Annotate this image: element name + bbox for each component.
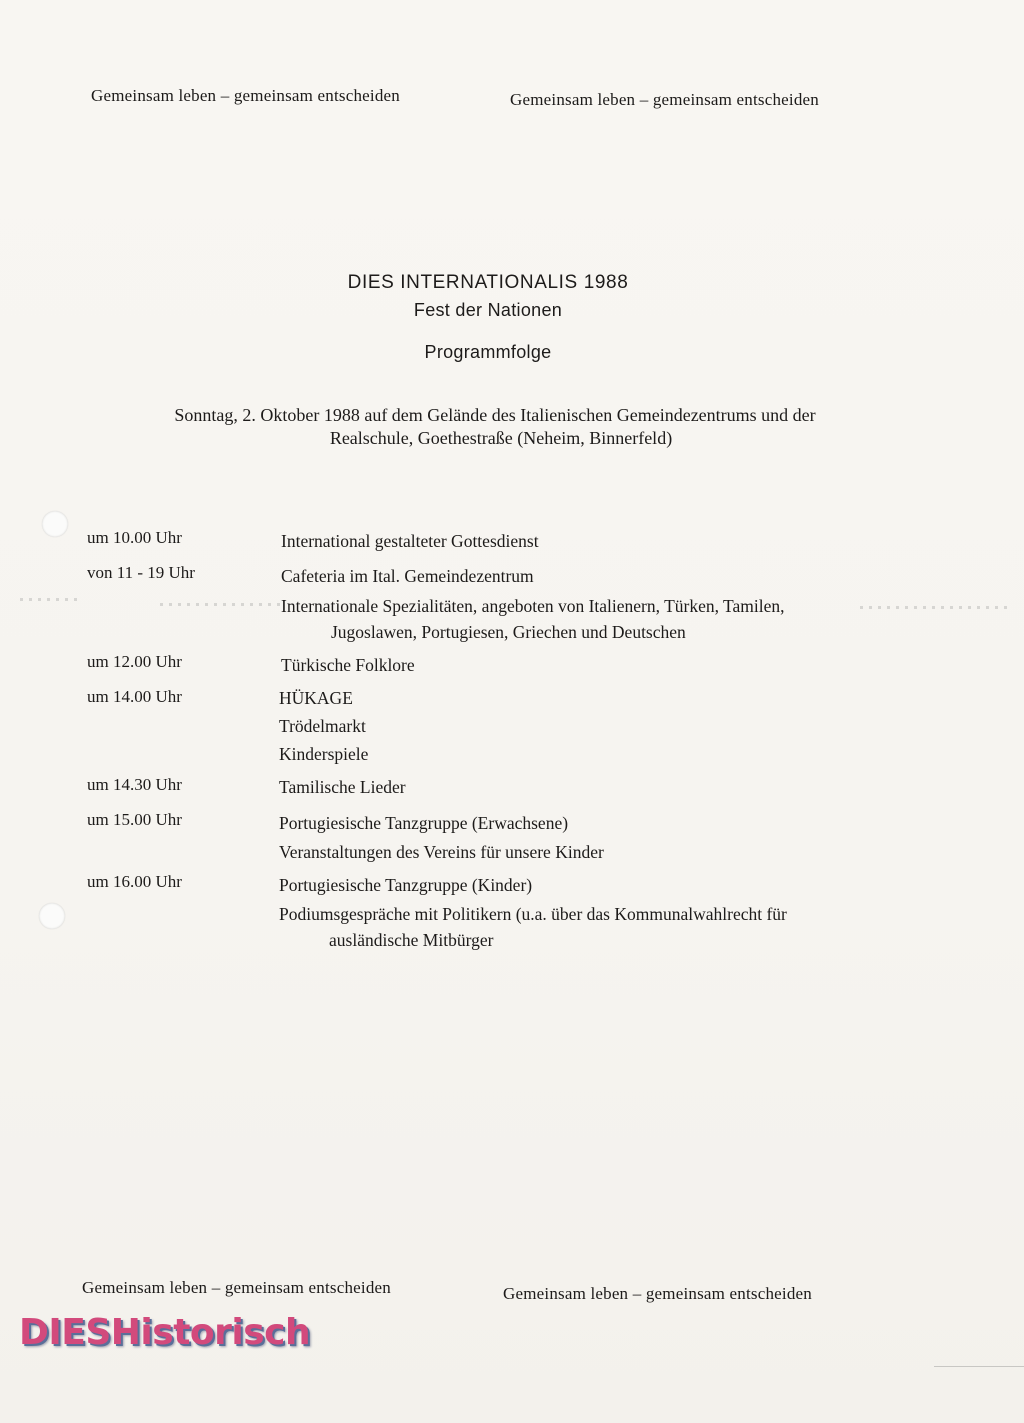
punch-hole (42, 511, 68, 537)
schedule-time: um 12.00 Uhr (87, 652, 182, 671)
schedule-time: um 14.00 Uhr (87, 687, 182, 706)
schedule-event: Podiumsgespräche mit Politikern (u.a. über das Kommunalwahlrecht für (279, 904, 787, 924)
schedule-time: um 16.00 Uhr (87, 872, 182, 891)
slogan-bottom-left: Gemeinsam leben – gemeinsam entscheiden (82, 1278, 391, 1297)
schedule-event: International gestalteter Gottesdienst (281, 531, 539, 551)
slogan-top-right: Gemeinsam leben – gemeinsam entscheiden (510, 90, 819, 109)
schedule-event: Türkische Folklore (281, 655, 415, 675)
intro-line: Realschule, Goethestraße (Neheim, Binnerfeld) (329, 428, 673, 448)
schedule-time: von 11 - 19 Uhr (87, 563, 195, 582)
schedule-event: Kinderspiele (279, 744, 369, 764)
paper-fold-line (934, 1366, 1024, 1367)
document-subtitle: Fest der Nationen (413, 300, 563, 320)
schedule-time: um 15.00 Uhr (87, 810, 182, 829)
punch-hole (39, 903, 65, 929)
program-heading: Programmfolge (424, 342, 552, 362)
print-smudge (20, 598, 80, 601)
schedule-time: um 14.30 Uhr (87, 775, 182, 794)
schedule-event: Internationale Spezialitäten, angeboten von Italienern, Türken, Tamilen, (281, 596, 785, 616)
slogan-bottom-right: Gemeinsam leben – gemeinsam entscheiden (503, 1284, 812, 1303)
schedule-event: Trödelmarkt (279, 716, 366, 736)
schedule-event: HÜKAGE (279, 688, 353, 708)
schedule-event: Jugoslawen, Portugiesen, Griechen und Deutschen (331, 622, 686, 642)
schedule-time: um 10.00 Uhr (87, 528, 182, 547)
schedule-event: Cafeteria im Ital. Gemeindezentrum (281, 566, 534, 586)
intro-line: Sonntag, 2. Oktober 1988 auf dem Gelände des Italienischen Gemeindezentrums und der (174, 405, 816, 425)
document-title: DIES INTERNATIONALIS 1988 (347, 272, 629, 293)
schedule-event: Portugiesische Tanzgruppe (Kinder) (279, 875, 533, 895)
print-smudge (160, 603, 280, 606)
schedule-event: Tamilische Lieder (279, 777, 406, 797)
print-smudge (860, 606, 1010, 609)
watermark-logo: DIESHistorisch (19, 1312, 311, 1353)
schedule-event: Veranstaltungen des Vereins für unsere Kinder (279, 842, 604, 862)
slogan-top-left: Gemeinsam leben – gemeinsam entscheiden (91, 86, 400, 105)
schedule-event: Portugiesische Tanzgruppe (Erwachsene) (279, 813, 569, 833)
schedule-event: ausländische Mitbürger (329, 930, 494, 950)
